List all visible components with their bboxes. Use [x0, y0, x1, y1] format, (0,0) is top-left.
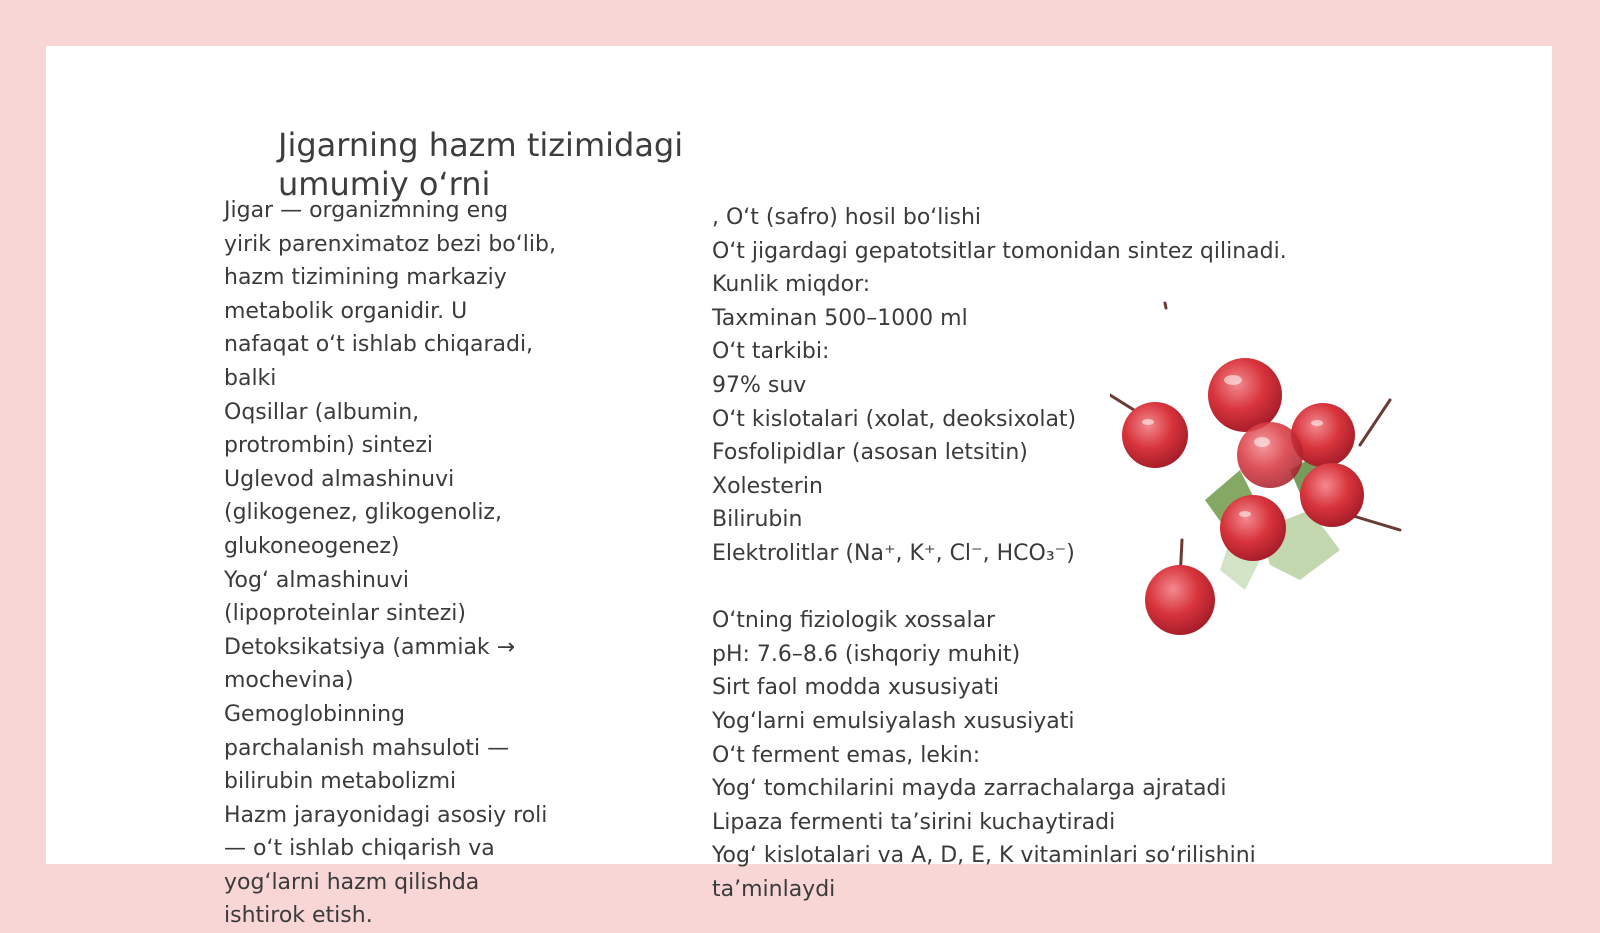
text-line: O‘tning fiziologik xossalar	[712, 608, 996, 634]
text-line: O‘t jigardagi gepatotsitlar tomonidan sintez qilinadi.	[712, 238, 1287, 264]
hawthorn-berries-illustration	[1110, 300, 1430, 670]
text-line: Detoksikatsiya (ammiak →	[224, 634, 516, 660]
text-line: Xolesterin	[712, 473, 823, 499]
text-line: Bilirubin	[712, 507, 803, 533]
text-line: ta’minlaydi	[712, 876, 836, 902]
text-line: Hazm jarayonidagi asosiy roli	[224, 802, 548, 828]
text-line: Oqsillar (albumin,	[224, 399, 420, 425]
text-line: Elektrolitlar (Na⁺, K⁺, Cl⁻, HCO₃⁻)	[712, 540, 1075, 566]
text-line: Sirt faol modda xususiyati	[712, 675, 1000, 701]
text-line: Fosfolipidlar (asosan letsitin)	[712, 440, 1028, 466]
text-line: Lipaza fermenti ta’sirini kuchaytiradi	[712, 809, 1116, 835]
text-line: Yog‘ kislotalari va A, D, E, K vitaminlari so‘rilishini	[712, 843, 1256, 869]
text-line: (glikogenez, glikogenoliz,	[224, 500, 502, 526]
text-line: Uglevod almashinuvi	[224, 466, 455, 492]
text-line: Yog‘ tomchilarini mayda zarrachalarga ajratadi	[712, 776, 1227, 802]
text-line: Kunlik miqdor:	[712, 272, 871, 298]
text-line: mochevina)	[224, 668, 354, 694]
text-line: hazm tizimining markaziy	[224, 265, 507, 291]
text-line: bilirubin metabolizmi	[224, 769, 457, 795]
text-line: metabolik organidir. U	[224, 298, 468, 324]
text-line: , O‘t (safro) hosil bo‘lishi	[712, 205, 982, 230]
text-line: O‘t ferment emas, lekin:	[712, 742, 981, 768]
text-line: Yog‘ almashinuvi	[224, 567, 409, 593]
text-line: ishtirok etish.	[224, 903, 373, 929]
text-line: — o‘t ishlab chiqarish va	[224, 836, 495, 862]
text-line: Taxminan 500–1000 ml	[712, 305, 968, 331]
text-line: Jigar — organizmning eng	[224, 198, 509, 223]
left-text-column	[224, 194, 584, 933]
slide-title: Jigarning hazm tizimidagi umumiy o‘rni	[278, 126, 684, 203]
text-line: 97% suv	[712, 372, 807, 398]
text-line: glukoneogenez)	[224, 533, 400, 559]
text-line: Yog‘larni emulsiyalash xususiyati	[712, 708, 1075, 734]
text-line: nafaqat o‘t ishlab chiqaradi,	[224, 332, 534, 358]
text-line: (lipoproteinlar sintezi)	[224, 601, 466, 627]
text-line: balki	[224, 365, 277, 391]
text-line: O‘t tarkibi:	[712, 339, 830, 365]
text-line: O‘t kislotalari (xolat, deoksixolat)	[712, 406, 1077, 432]
text-line: Gemoglobinning	[224, 701, 405, 727]
text-line: yog‘larni hazm qilishda	[224, 869, 480, 895]
text-line: pH: 7.6–8.6 (ishqoriy muhit)	[712, 641, 1021, 667]
text-line: parchalanish mahsuloti —	[224, 735, 510, 761]
text-line: yirik parenximatoz bezi bo‘lib,	[224, 231, 556, 257]
text-line: protrombin) sintezi	[224, 433, 433, 459]
